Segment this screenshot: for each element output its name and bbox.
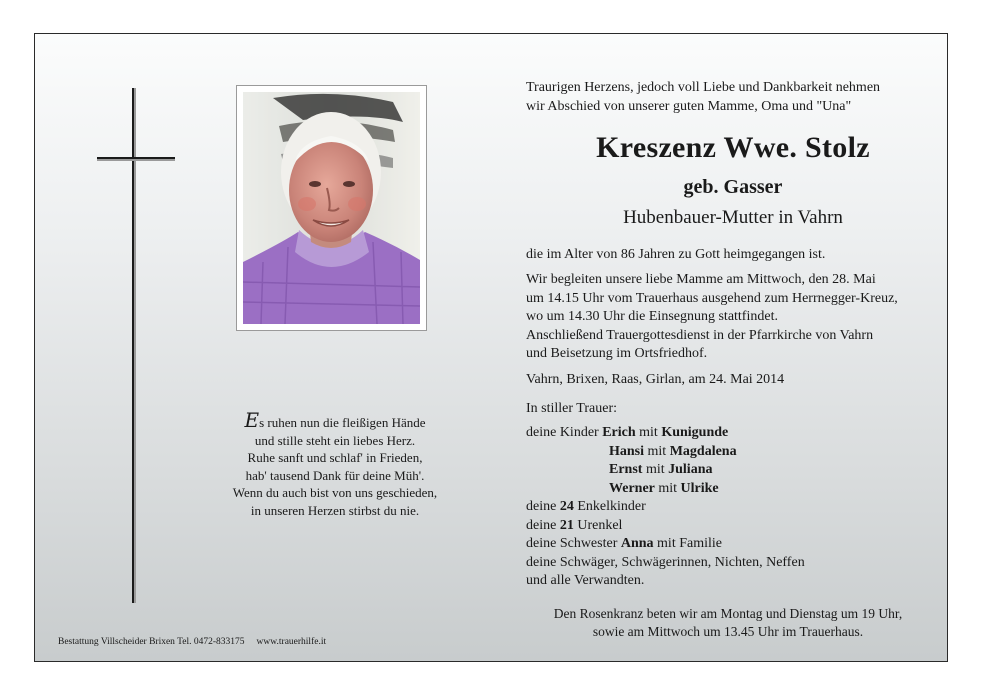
poem-line: Ruhe sanft und schlaf' in Frieden, xyxy=(247,450,423,465)
list-item: deine 24 Enkelkinder xyxy=(526,499,646,514)
list-item: Werner mit Ulrike xyxy=(609,480,719,496)
portrait-photo xyxy=(243,92,420,324)
list-item: deine Kinder Erich mit Kunigunde xyxy=(526,425,729,440)
intro-text: Traurigen Herzens, jedoch voll Liebe und Dankbarkeit nehmen wir Abschied von unserer guten Mamme, Oma und "Una" xyxy=(526,80,881,114)
poem-line: Es ruhen nun die fleißigen Hände xyxy=(244,408,426,432)
poem-line: in unseren Herzen stirbst du nie. xyxy=(250,502,420,518)
rosary-note: Den Rosenkranz beten wir am Montag und Dienstag um 19 Uhr, sowie am Mittwoch um 13.45 Uhr im Trauerhaus. xyxy=(553,606,903,639)
memorial-poem xyxy=(200,408,470,519)
poem-line: Wenn du auch bist von uns geschieden, xyxy=(232,485,438,500)
list-item: deine Schwäger, Schwägerinnen, Nichten, Neffen xyxy=(526,554,805,570)
funeral-details: Wir begleiten unsere liebe Mamme am Mittwoch, den 28. Mai um 14.15 Uhr vom Trauerhaus ausgehend zum Herrnegger-Kreuz, wo um 14.30 Uhr die Einsegnung stattfindet. Anschließend Trauergottesdienst in der Pfarrkirche von Vahrn und Beisetzung im Ortsfriedhof. xyxy=(526,272,898,361)
place-date: Vahrn, Brixen, Raas, Girlan, am 24. Mai 2014 xyxy=(526,372,785,387)
website-link[interactable]: www.trauerhilfe.it xyxy=(256,637,327,647)
list-item: und alle Verwandten. xyxy=(526,573,645,588)
poem-line: hab' tausend Dank für deine Müh'. xyxy=(245,467,425,483)
mourners-list xyxy=(526,424,805,591)
poem-line: und stille steht ein liebes Herz. xyxy=(254,432,416,448)
deceased-name: Kreszenz Wwe. Stolz xyxy=(596,131,870,164)
portrait-frame xyxy=(236,85,427,331)
deceased-title: Hubenbauer-Mutter in Vahrn xyxy=(623,207,843,228)
poem-initial: E xyxy=(244,408,260,432)
cross-icon xyxy=(132,88,136,603)
undertaker-contact: Bestattung Villscheider Brixen Tel. 0472-833175 xyxy=(58,637,245,647)
mourning-heading: In stiller Trauer: xyxy=(526,401,617,416)
list-item: deine Schwester Anna mit Familie xyxy=(526,536,722,551)
birth-name: geb. Gasser xyxy=(683,176,783,198)
undertaker-footer xyxy=(58,637,326,647)
age-line: die im Alter von 86 Jahren zu Gott heimgegangen ist. xyxy=(526,247,826,262)
list-item: Ernst mit Juliana xyxy=(609,462,713,477)
list-item: Hansi mit Magdalena xyxy=(609,443,737,459)
cross-crossbar xyxy=(97,157,175,161)
list-item: deine 21 Urenkel xyxy=(526,517,623,533)
